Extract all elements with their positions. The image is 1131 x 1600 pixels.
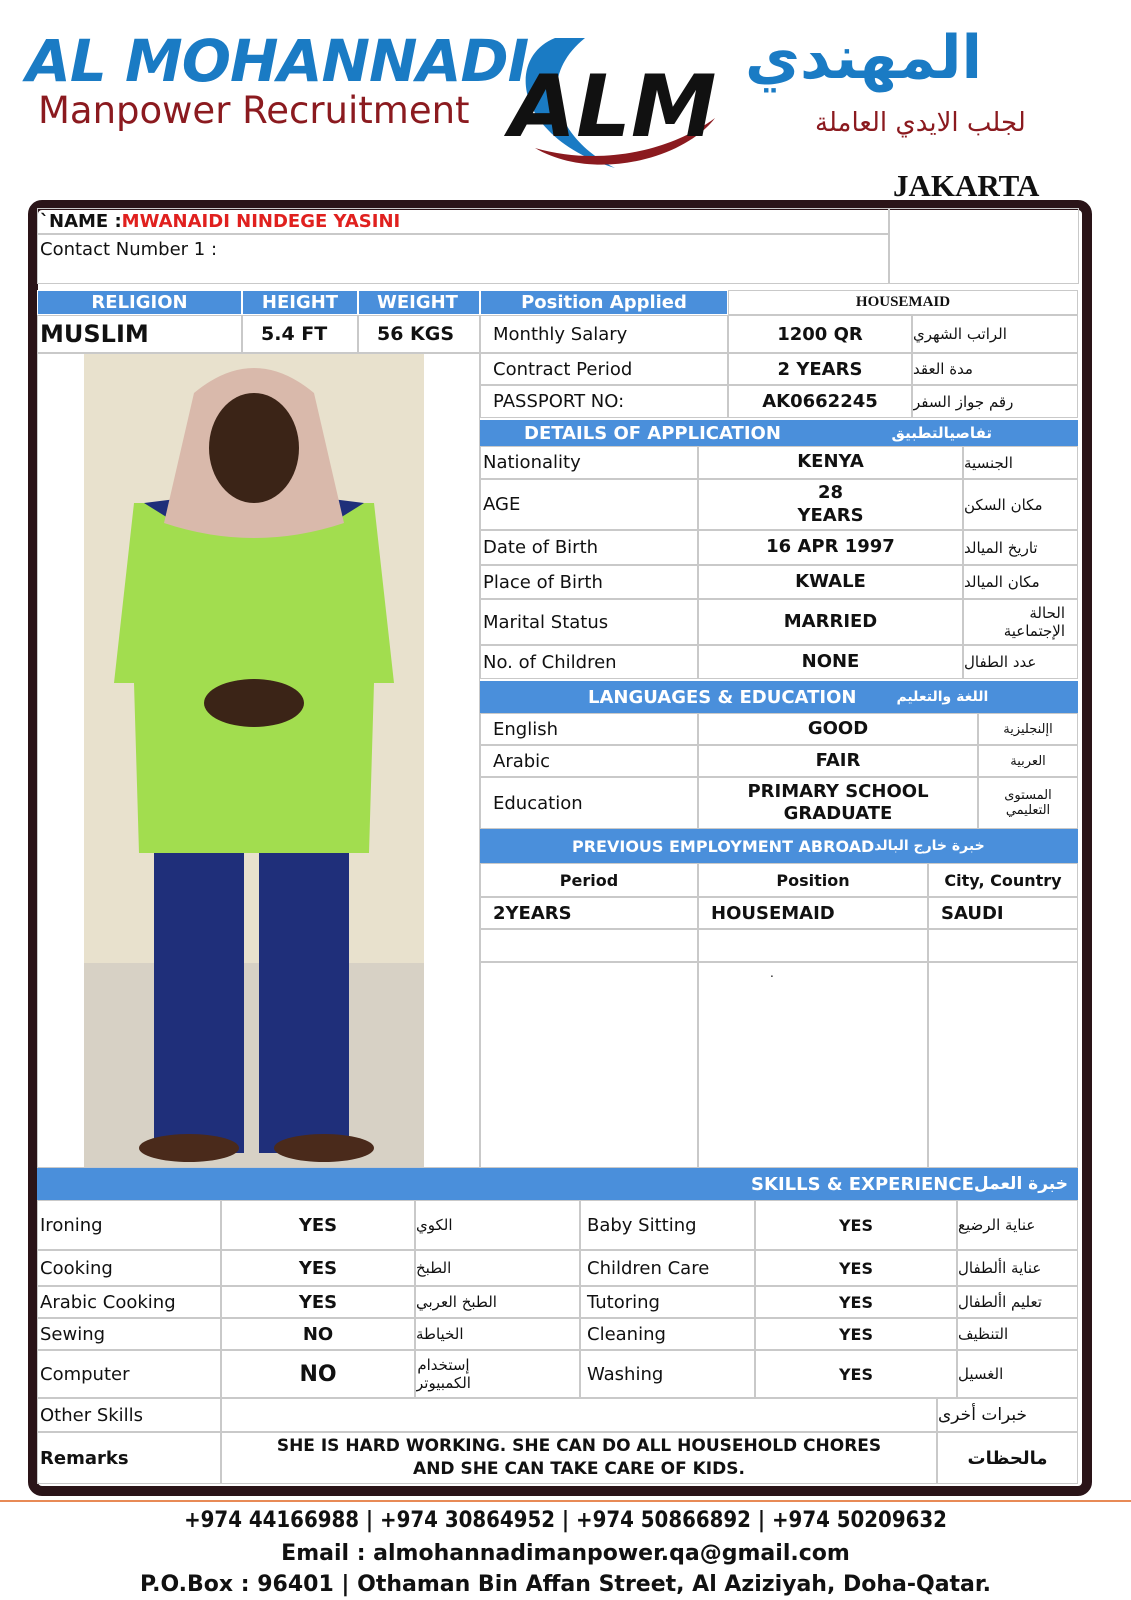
language-label: Education	[480, 777, 698, 829]
skill-value: YES	[755, 1318, 957, 1350]
employment-empty-area	[698, 962, 928, 1168]
name-label: `NAME :	[40, 210, 122, 232]
skill-ar: عناية األطفال	[957, 1250, 1078, 1286]
other-skills-value	[221, 1398, 937, 1432]
employment-empty-area	[928, 962, 1078, 1168]
contract-ar: مدة العقد	[912, 353, 1078, 385]
footer-email: Email : almohannadimanpower.qa@gmail.com	[281, 1541, 850, 1566]
contact-label: Contact Number 1 :	[40, 239, 218, 260]
detail-ar: تاريخ الميالد	[963, 530, 1078, 565]
skill-value: YES	[755, 1350, 957, 1398]
brand-subtitle: Manpower Recruitment	[38, 89, 470, 132]
employment-empty-row	[698, 929, 928, 962]
employment-cell: SAUDI	[928, 897, 1078, 929]
footer-divider	[0, 1500, 1131, 1502]
skill-ar: تعليم األطفال	[957, 1286, 1078, 1318]
language-label: English	[480, 713, 698, 745]
brand-subtitle-arabic: لجلب الايدي العاملة	[815, 108, 1026, 138]
skill-value: YES	[755, 1200, 957, 1250]
languages-title: LANGUAGES & EDUCATION	[588, 686, 857, 708]
contract-ar: رقم جواز السفر	[912, 385, 1078, 418]
contract-value: AK0662245	[728, 385, 912, 418]
brand-name-arabic: المهندي	[745, 23, 983, 93]
skill-label: Sewing	[37, 1318, 221, 1350]
employment-dot: .	[770, 966, 774, 980]
detail-value: 16 APR 1997	[698, 530, 963, 565]
religion-value: MUSLIM	[37, 315, 242, 353]
footer-phones: +974 44166988 | +974 30864952 | +974 50866892 | +974 50209632	[184, 1508, 947, 1533]
skill-label: Cooking	[37, 1250, 221, 1286]
skills-title-ar: خبرة العمل	[973, 1174, 1068, 1194]
detail-label: Date of Birth	[480, 530, 698, 565]
skill-label: Cleaning	[580, 1318, 755, 1350]
employment-header: City, Country	[928, 863, 1078, 897]
other-skills-label: Other Skills	[37, 1398, 221, 1432]
weight-value: 56 KGS	[358, 315, 480, 353]
skill-value: NO	[221, 1318, 415, 1350]
employment-title-ar: خبرة خارج البالد	[874, 838, 985, 854]
detail-value: 28 YEARS	[698, 479, 963, 530]
employment-cell: HOUSEMAID	[698, 897, 928, 929]
skill-value: YES	[221, 1250, 415, 1286]
language-label: Arabic	[480, 745, 698, 777]
skill-label: Washing	[580, 1350, 755, 1398]
other-skills-ar: خبرات أخرى	[937, 1398, 1078, 1432]
detail-value: KWALE	[698, 565, 963, 599]
skill-value: YES	[221, 1286, 415, 1318]
skill-label: Computer	[37, 1350, 221, 1398]
contract-label: Contract Period	[480, 353, 728, 385]
language-value: FAIR	[698, 745, 978, 777]
skill-ar: الطبخ	[415, 1250, 580, 1286]
position-value: HOUSEMAID	[728, 290, 1078, 315]
skill-value: NO	[221, 1350, 415, 1398]
footer-address: P.O.Box : 96401 | Othaman Bin Affan Street, Al Aziziyah, Doha-Qatar.	[140, 1572, 991, 1597]
remarks-ar: مالحظات	[937, 1432, 1078, 1484]
skill-label: Ironing	[37, 1200, 221, 1250]
contract-label: Monthly Salary	[480, 315, 728, 353]
remarks-label: Remarks	[37, 1432, 221, 1484]
detail-ar: مكان الميالد	[963, 565, 1078, 599]
detail-label: Place of Birth	[480, 565, 698, 599]
skills-title: SKILLS & EXPERIENCE	[751, 1173, 974, 1195]
details-title-ar: تفاصيالتطبيق	[891, 424, 992, 442]
detail-value: MARRIED	[698, 599, 963, 645]
company-logo	[495, 18, 730, 178]
language-value: GOOD	[698, 713, 978, 745]
details-band	[480, 420, 1078, 446]
photo-cell	[37, 353, 480, 1168]
employment-band	[480, 829, 1078, 863]
skill-value: YES	[221, 1200, 415, 1250]
languages-title-ar: اللغة والتعليم	[896, 689, 989, 705]
name-row	[37, 208, 889, 234]
skill-ar: الطبخ العربي	[415, 1286, 580, 1318]
language-ar: المستوى التعليمي	[978, 777, 1078, 829]
religion-header: RELIGION	[37, 290, 242, 315]
skill-ar: التنظيف	[957, 1318, 1078, 1350]
skill-label: Baby Sitting	[580, 1200, 755, 1250]
employment-cell: 2YEARS	[480, 897, 698, 929]
languages-band	[480, 681, 1078, 713]
detail-label: No. of Children	[480, 645, 698, 679]
skill-value: YES	[755, 1250, 957, 1286]
skill-value: YES	[755, 1286, 957, 1318]
height-header: HEIGHT	[242, 290, 358, 315]
detail-label: AGE	[480, 479, 698, 530]
skill-ar: إستخدام الكمبيوتر	[415, 1350, 580, 1398]
detail-ar: الجنسية	[963, 446, 1078, 479]
skill-label: Children Care	[580, 1250, 755, 1286]
detail-label: Marital Status	[480, 599, 698, 645]
height-value: 5.4 FT	[242, 315, 358, 353]
language-ar: العربية	[978, 745, 1078, 777]
office-city: JAKARTA	[893, 168, 1040, 203]
detail-ar: عدد الطفال	[963, 645, 1078, 679]
detail-ar: مكان السكن	[963, 479, 1078, 530]
contract-ar: الراتب الشهري	[912, 315, 1078, 353]
skill-ar: الغسيل	[957, 1350, 1078, 1398]
detail-ar: الحالة الإجتماعية	[963, 599, 1078, 645]
skill-ar: الكوي	[415, 1200, 580, 1250]
employment-empty-row	[928, 929, 1078, 962]
remarks-value: SHE IS HARD WORKING. SHE CAN DO ALL HOUSEHOLD CHORES AND SHE CAN TAKE CARE OF KIDS.	[221, 1432, 937, 1484]
employment-empty-area	[480, 962, 698, 1168]
name-value: MWANAIDI NINDEGE YASINI	[121, 210, 401, 232]
skills-band	[37, 1168, 1078, 1200]
employment-header: Period	[480, 863, 698, 897]
skill-ar: الخياطة	[415, 1318, 580, 1350]
detail-value: NONE	[698, 645, 963, 679]
contact-row	[37, 234, 889, 284]
skill-label: Tutoring	[580, 1286, 755, 1318]
detail-label: Nationality	[480, 446, 698, 479]
contract-label: PASSPORT NO:	[480, 385, 728, 418]
skill-ar: عناية الرضيع	[957, 1200, 1078, 1250]
contract-value: 2 YEARS	[728, 353, 912, 385]
employment-title: PREVIOUS EMPLOYMENT ABROAD	[572, 836, 875, 856]
employment-header: Position	[698, 863, 928, 897]
skill-label: Arabic Cooking	[37, 1286, 221, 1318]
logo-text: ALM	[509, 57, 717, 157]
name-side-cell	[889, 208, 1079, 284]
brand-name-english: AL MOHANNADI	[26, 27, 529, 95]
position-header: Position Applied	[480, 290, 728, 315]
language-ar: اإلنجليزية	[978, 713, 1078, 745]
weight-header: WEIGHT	[358, 290, 480, 315]
contract-value: 1200 QR	[728, 315, 912, 353]
detail-value: KENYA	[698, 446, 963, 479]
language-value: PRIMARY SCHOOL GRADUATE	[698, 777, 978, 829]
employment-empty-row	[480, 929, 698, 962]
details-title: DETAILS OF APPLICATION	[524, 422, 781, 444]
